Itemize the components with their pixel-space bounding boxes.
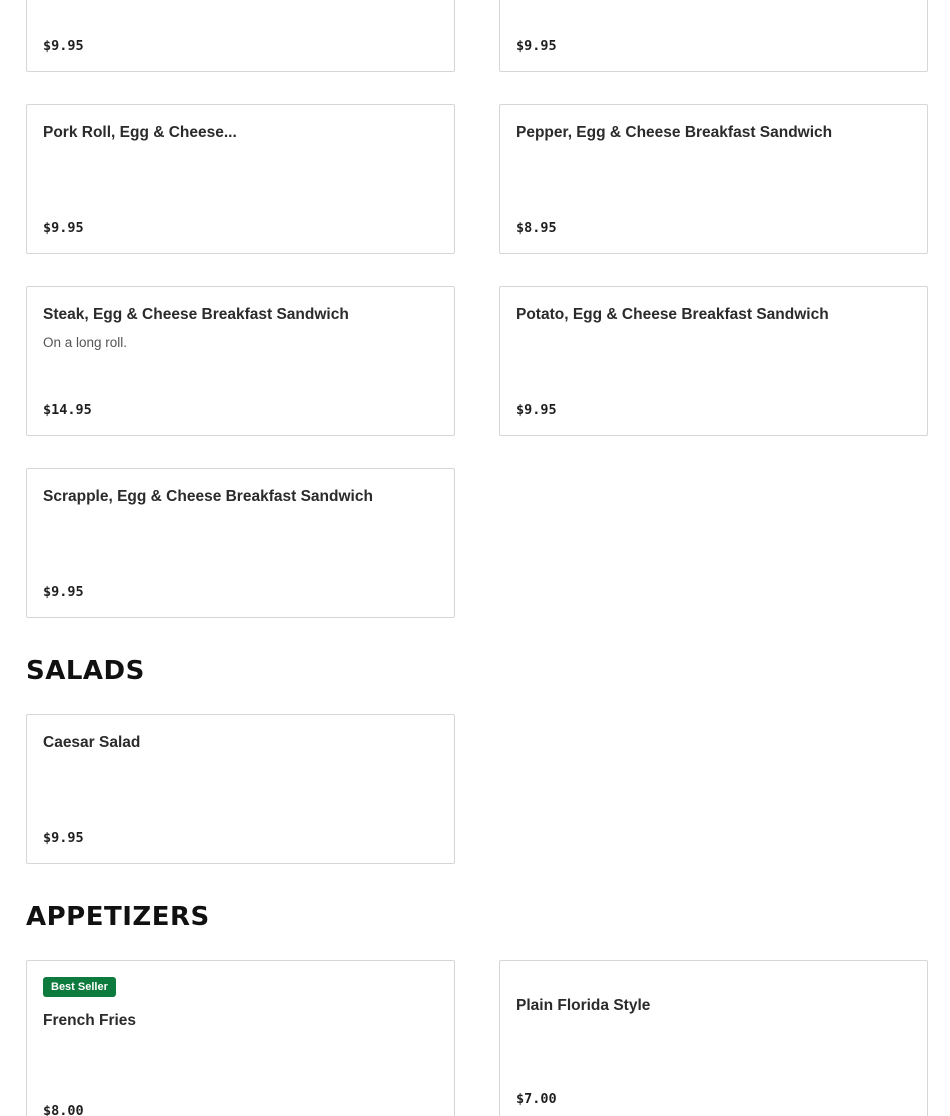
- item-price: $8.95: [516, 220, 557, 236]
- item-description: On a long roll.: [43, 335, 128, 350]
- menu-item-card[interactable]: [26, 286, 455, 436]
- menu-item-card[interactable]: [499, 0, 928, 72]
- best-seller-badge: Best Seller: [43, 977, 116, 997]
- item-price: $9.95: [516, 402, 557, 418]
- item-name: Steak, Egg & Cheese Breakfast Sandwich: [43, 306, 349, 323]
- item-price: $9.95: [43, 38, 84, 54]
- menu-item-card[interactable]: [26, 714, 455, 864]
- item-price: $9.95: [516, 38, 557, 54]
- section-title-salads: SALADS: [26, 656, 145, 686]
- menu-item-card[interactable]: [499, 960, 928, 1116]
- item-price: $8.00: [43, 1103, 84, 1116]
- menu-item-card[interactable]: [26, 104, 455, 254]
- menu-item-card[interactable]: [499, 286, 928, 436]
- item-price: $14.95: [43, 402, 92, 418]
- item-name: Caesar Salad: [43, 734, 141, 751]
- menu-item-card[interactable]: [26, 0, 455, 72]
- item-price: $9.95: [43, 584, 84, 600]
- item-name: Plain Florida Style: [516, 997, 651, 1014]
- item-name: Scrapple, Egg & Cheese Breakfast Sandwich: [43, 488, 373, 505]
- item-name: Potato, Egg & Cheese Breakfast Sandwich: [516, 306, 829, 323]
- section-title-appetizers: APPETIZERS: [26, 902, 210, 932]
- item-price: $9.95: [43, 220, 84, 236]
- item-name: Pork Roll, Egg & Cheese...: [43, 124, 237, 141]
- menu-item-card[interactable]: [26, 468, 455, 618]
- item-name: French Fries: [43, 1012, 137, 1029]
- menu-item-card[interactable]: [26, 960, 455, 1116]
- item-price: $7.00: [516, 1091, 557, 1107]
- item-name: Pepper, Egg & Cheese Breakfast Sandwich: [516, 124, 833, 141]
- menu-item-card[interactable]: [499, 104, 928, 254]
- item-price: $9.95: [43, 830, 84, 846]
